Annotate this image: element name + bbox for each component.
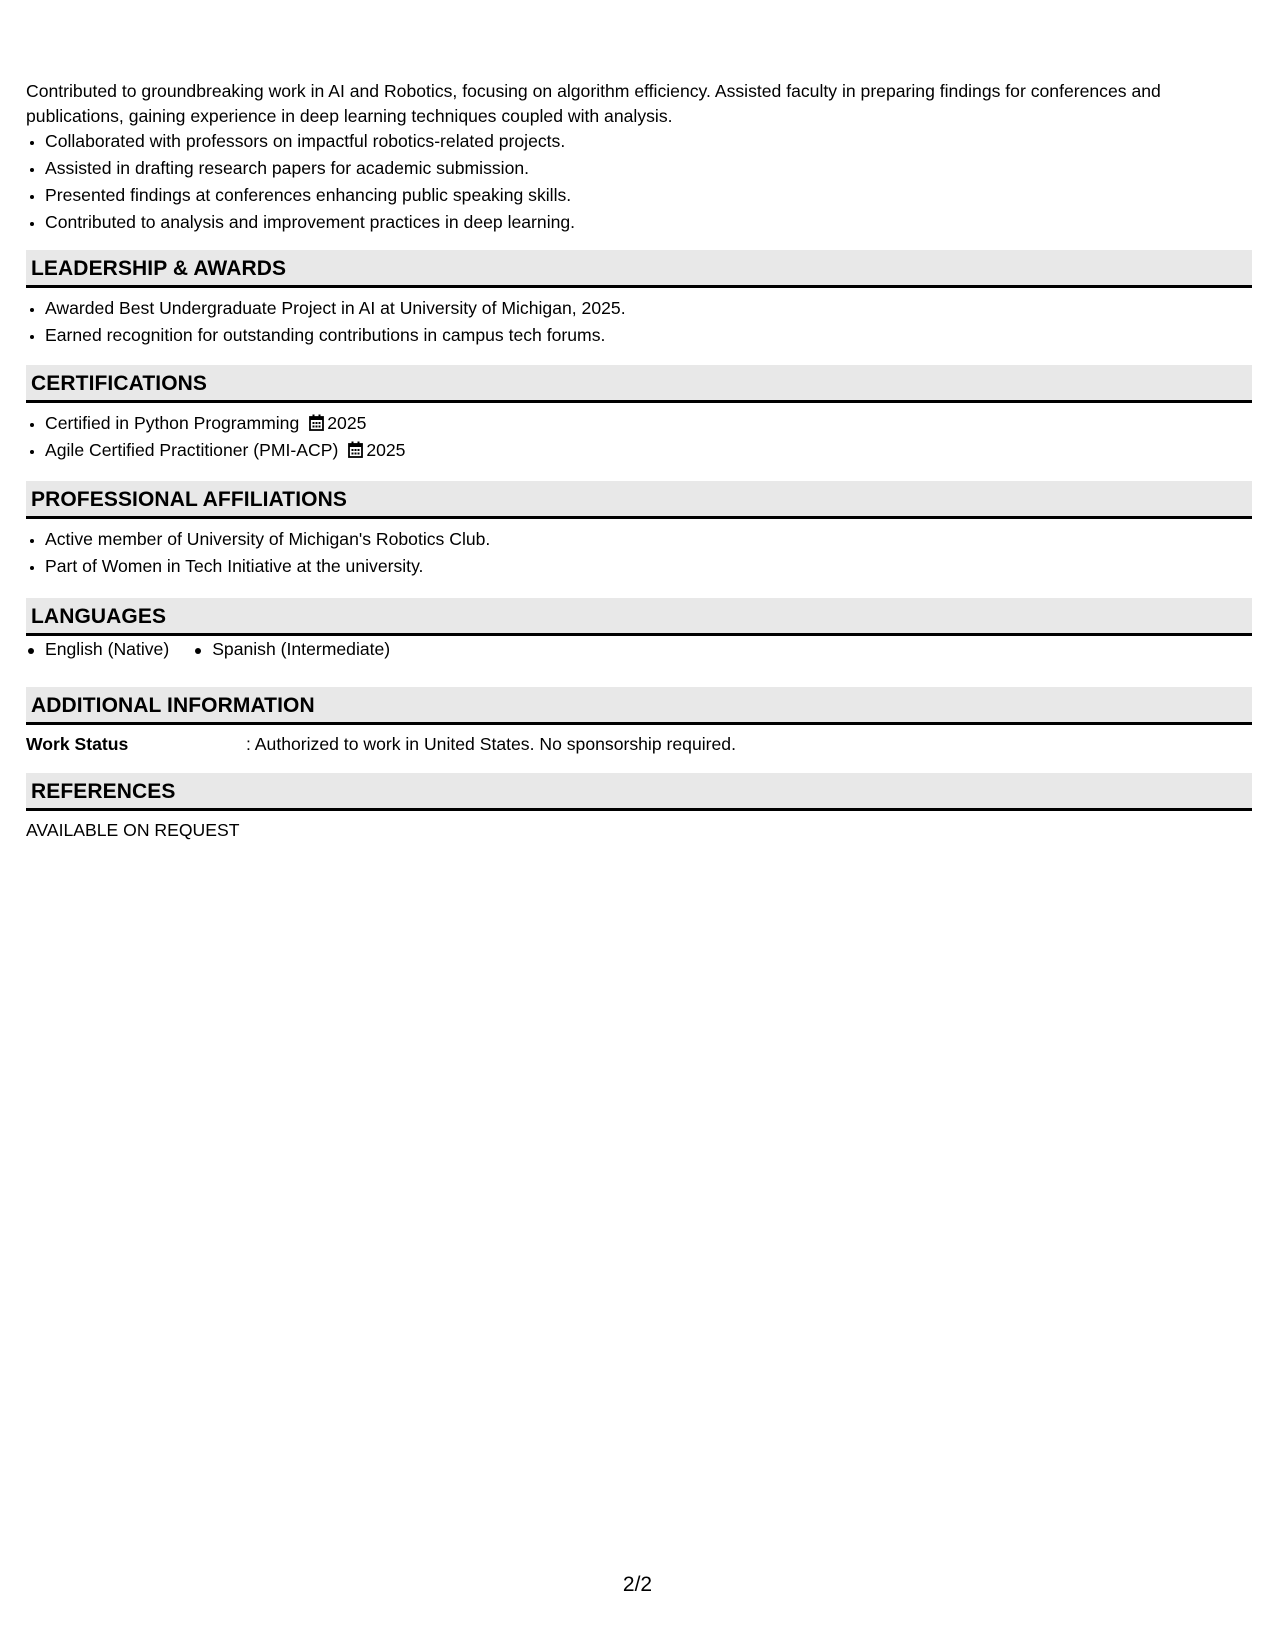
list-item: English (Native)	[26, 636, 169, 663]
list-item: • Contributed to analysis and improvement practices in deep learning.	[45, 209, 1252, 236]
list-item: • Earned recognition for outstanding contributions in campus tech forums.	[45, 322, 1252, 349]
section-title: LEADERSHIP & AWARDS	[31, 257, 287, 280]
list-item: Spanish (Intermediate)	[193, 636, 390, 663]
page-number: 2/2	[622, 1573, 653, 1596]
section-header	[26, 250, 1252, 288]
affiliations-list	[26, 519, 1252, 580]
section-title: REFERENCES	[31, 780, 176, 803]
list-item	[45, 410, 1252, 437]
section-title: CERTIFICATIONS	[31, 372, 208, 395]
languages-list	[26, 636, 1252, 663]
experience-continuation	[26, 79, 1252, 236]
section-references	[26, 773, 1252, 842]
certifications-list	[26, 403, 1252, 464]
list-item: • Part of Women in Tech Initiative at the university.	[45, 553, 1252, 580]
work-status-value: : Authorized to work in United States. No sponsorship required.	[246, 734, 736, 754]
section-certifications	[26, 365, 1252, 464]
section-leadership	[26, 250, 1252, 349]
list-item: • Assisted in drafting research papers for academic submission.	[45, 155, 1252, 182]
certification-year: 2025	[327, 413, 367, 433]
section-header	[26, 687, 1252, 725]
certification-name: Certified in Python Programming	[45, 413, 300, 433]
section-header	[26, 598, 1252, 636]
section-title: LANGUAGES	[31, 605, 167, 628]
section-header	[26, 773, 1252, 811]
list-item: • Presented findings at conferences enhancing public speaking skills.	[45, 182, 1252, 209]
certification-year: 2025	[366, 440, 406, 460]
experience-summary: Contributed to groundbreaking work in AI and Robotics, focusing on algorithm efficiency. Assisted faculty in preparing findings for conferences and publications, gaining experience in deep learning techniques coupled with analysis.	[26, 81, 1161, 126]
section-affiliations	[26, 481, 1252, 580]
work-status-label: Work Status	[26, 734, 129, 754]
section-title: ADDITIONAL INFORMATION	[31, 694, 315, 717]
section-additional-information	[26, 687, 1252, 756]
certification-name: Agile Certified Practitioner (PMI-ACP)	[45, 440, 339, 460]
list-item	[45, 437, 1252, 464]
calendar-icon	[348, 441, 363, 458]
calendar-icon	[309, 414, 324, 431]
list-item: • Active member of University of Michigan's Robotics Club.	[45, 526, 1252, 553]
list-item: • Awarded Best Undergraduate Project in AI at University of Michigan, 2025.	[45, 295, 1252, 322]
work-status-row	[26, 725, 1252, 756]
experience-bullets	[26, 128, 1252, 236]
section-header	[26, 365, 1252, 403]
list-item: • Collaborated with professors on impactful robotics-related projects.	[45, 128, 1252, 155]
section-languages	[26, 598, 1252, 663]
section-header	[26, 481, 1252, 519]
leadership-list	[26, 288, 1252, 349]
section-title: PROFESSIONAL AFFILIATIONS	[31, 488, 347, 511]
references-text: AVAILABLE ON REQUEST	[26, 820, 240, 840]
